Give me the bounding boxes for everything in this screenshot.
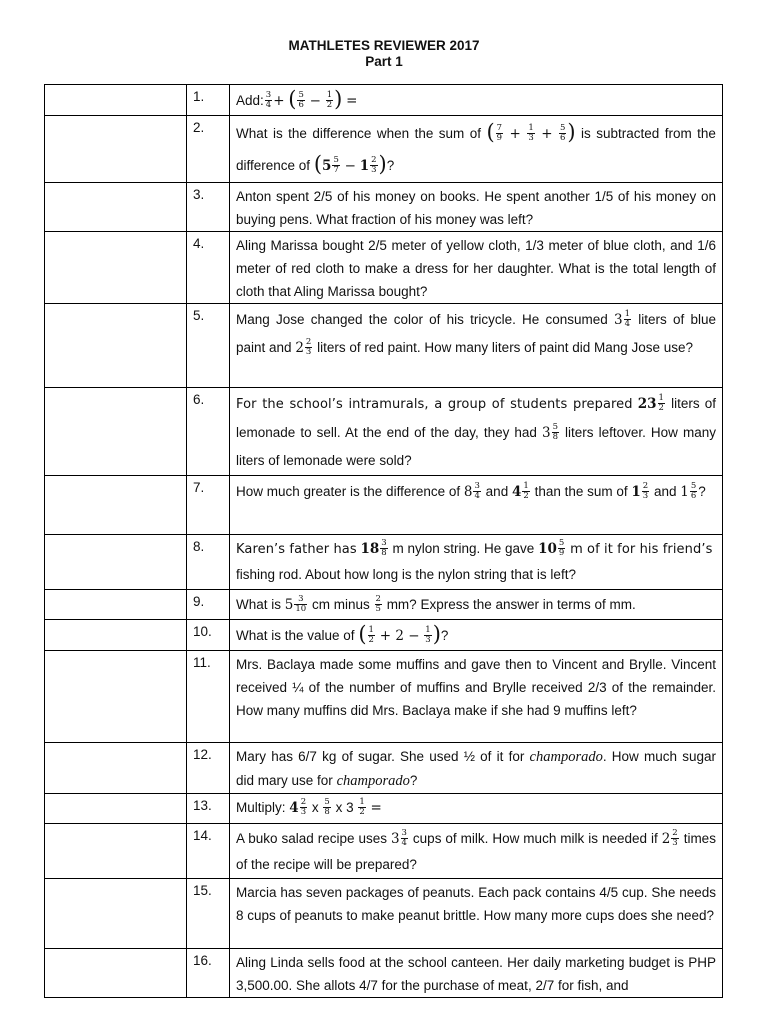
blank-cell [45, 620, 187, 651]
question-text-fragment: 3 [425, 634, 431, 645]
table-row [45, 85, 723, 116]
question-text: Anton spent 2/5 of his money on books. He spent another 1/5 of his money on buying pens. What fraction of his money was left? [236, 189, 716, 227]
question-text-fragment: 1 [368, 624, 374, 635]
question-text-fragment: x [311, 800, 319, 815]
question-cell [230, 590, 723, 620]
question-text: Mrs. Baclaya made some muffins and gave then to Vincent and Brylle. Vincent received ¼ of the number of muffins and Brylle received 2/3 of the remainder. How many muffins did Mrs. Baclaya make if she had 9 muffins left? [236, 657, 716, 718]
question-text-fragment: 3 [300, 806, 307, 817]
question-text-fragment: 7 [333, 164, 339, 175]
fraction [496, 124, 503, 143]
question-text-fragment: ) [432, 621, 441, 646]
fraction [375, 595, 382, 614]
question-text-fragment: 3 [672, 837, 678, 848]
question-text-fragment: 7 [496, 122, 503, 133]
fraction [624, 310, 631, 329]
table-row [45, 949, 723, 998]
question-text-fragment: . How much sugar did mary use for [236, 749, 716, 788]
item-number: 4. [193, 236, 205, 251]
blank-cell [45, 590, 187, 620]
question-text-fragment: times of the recipe will be prepared? [236, 831, 716, 872]
question-text-fragment: 3 [528, 132, 534, 143]
question-text-fragment: champorado [529, 749, 603, 765]
question-text-fragment: 4 [401, 837, 407, 848]
question-text-fragment: mm? Express the answer in terms of mm. [386, 597, 636, 612]
question-text-fragment: 8 [463, 484, 473, 500]
question-text-fragment: m of it for his friend’s [570, 542, 713, 557]
fraction [332, 156, 339, 175]
question-text-fragment: − [344, 158, 356, 174]
question-cell [230, 620, 723, 651]
item-number: 13. [193, 798, 212, 813]
question-text-fragment: x 3 [335, 800, 354, 815]
item-number: 5. [193, 308, 205, 323]
table-row [45, 794, 723, 824]
question-text-fragment: + [541, 126, 553, 142]
question-text-fragment: 9 [496, 132, 503, 143]
question-text: Marcia has seven packages of peanuts. Each pack contains 4/5 cup. She needs 8 cups of peanuts to make peanut brittle. How many more cups does she need? [236, 885, 716, 923]
question-text [230, 620, 722, 650]
blank-cell [45, 651, 187, 743]
question-cell [230, 651, 723, 743]
question-text-fragment: ( [313, 151, 323, 176]
question-cell [230, 535, 723, 590]
question-text-fragment: A buko salad recipe uses [236, 831, 387, 846]
table-row [45, 116, 723, 183]
fraction [358, 798, 365, 817]
blank-cell [45, 535, 187, 590]
blank-cell [45, 949, 187, 998]
question-text-fragment: 2 [672, 827, 678, 838]
question-text: Aling Linda sells food at the school canteen. Her daily marketing budget is PHP 3,500.00. She allots 4/7 for the purchase of meat, 2/7 for fish, and [236, 955, 716, 993]
table-row [45, 304, 723, 388]
page-title: MATHLETES REVIEWER 2017 [288, 38, 480, 53]
question-text-fragment: ? [409, 773, 418, 788]
fraction [326, 91, 333, 110]
question-text-fragment: liters of red paint. How many liters of paint did Mang Jose use? [317, 340, 694, 355]
fraction [558, 539, 565, 558]
question-text-fragment: ( [358, 621, 367, 646]
question-text-fragment: ) [378, 151, 387, 176]
item-number-cell [187, 651, 230, 743]
question-cell [230, 879, 723, 949]
question-text-fragment: 2 [523, 490, 529, 501]
question-text-fragment: 5 [284, 597, 294, 613]
question-text-fragment: 5 [559, 122, 566, 133]
question-text-fragment: 6 [690, 490, 697, 501]
item-number-cell [187, 879, 230, 949]
fraction [658, 394, 665, 413]
question-text-fragment: + 2 − [379, 628, 420, 644]
item-number: 16. [193, 953, 212, 968]
question-text-fragment: 5 [558, 537, 565, 548]
question-text [230, 388, 722, 475]
table-row [45, 590, 723, 620]
question-text-fragment: 1 [680, 484, 689, 500]
item-number-cell [187, 535, 230, 590]
question-text-fragment: 3 [381, 537, 387, 548]
question-text-fragment: 5 [322, 158, 332, 174]
item-number-cell [187, 743, 230, 794]
item-number: 1. [193, 89, 205, 104]
fraction [424, 626, 431, 645]
question-text-fragment: 2 [326, 99, 333, 110]
question-text-fragment: = [346, 93, 358, 109]
question-text-fragment: 4 [624, 318, 631, 329]
fraction [671, 829, 678, 848]
fraction [690, 482, 697, 501]
table-row [45, 183, 723, 232]
question-cell [230, 824, 723, 879]
item-number-cell [187, 116, 230, 183]
question-text-fragment: is subtracted from the difference of [236, 126, 716, 173]
question-text-fragment: 3 [642, 490, 649, 501]
question-text-fragment: ? [440, 628, 449, 643]
question-cell [230, 304, 723, 388]
question-cell [230, 116, 723, 183]
item-number-cell [187, 590, 230, 620]
table-row [45, 879, 723, 949]
question-text [230, 794, 722, 820]
question-text-fragment: ) [334, 86, 343, 111]
fraction [323, 798, 330, 817]
question-text-fragment: 1 [624, 308, 631, 319]
item-number-cell [187, 183, 230, 232]
question-text-fragment: ? [698, 484, 706, 499]
question-text-fragment: than the sum of [534, 484, 628, 499]
question-text-fragment: liters of blue paint and [236, 312, 716, 355]
question-cell [230, 794, 723, 824]
question-cell [230, 388, 723, 476]
question-text-fragment: 1 [658, 392, 664, 403]
question-text-fragment: 8 [381, 547, 387, 558]
question-text [230, 85, 722, 115]
table-row [45, 743, 723, 794]
table-row [45, 651, 723, 743]
question-text-fragment: and [485, 484, 509, 499]
question-text [230, 824, 722, 877]
question-text-fragment: 2 [658, 402, 664, 413]
q1-label: Add: [236, 93, 264, 108]
blank-cell [45, 743, 187, 794]
question-text [230, 743, 722, 793]
fraction [552, 423, 559, 442]
item-number-cell [187, 476, 230, 535]
question-text-fragment: Multiply: [236, 800, 286, 815]
blank-cell [45, 824, 187, 879]
question-text [230, 535, 722, 587]
question-text-fragment: 10 [295, 603, 307, 614]
question-text-fragment: 1 [359, 158, 370, 174]
fraction [294, 595, 307, 614]
question-text-fragment: 4 [474, 490, 480, 501]
fraction [297, 91, 304, 110]
question-text-fragment: champorado [336, 773, 410, 789]
fraction [265, 91, 272, 110]
blank-cell [45, 183, 187, 232]
item-number: 12. [193, 747, 212, 762]
question-text-fragment: 2 [642, 480, 649, 491]
table-row [45, 232, 723, 304]
question-text-fragment: 2 [661, 831, 671, 847]
table-row [45, 620, 723, 651]
question-text-fragment: 3 [390, 831, 400, 847]
item-number: 9. [193, 594, 205, 609]
fraction [305, 338, 312, 357]
item-number: 15. [193, 883, 212, 898]
blank-cell [45, 476, 187, 535]
item-number-cell [187, 388, 230, 476]
question-text-fragment: 6 [298, 99, 304, 110]
question-text-fragment: + [273, 93, 285, 109]
item-number-cell [187, 794, 230, 824]
question-text-fragment: 5 [333, 154, 339, 165]
item-number-cell [187, 824, 230, 879]
question-text-fragment: 2 [371, 154, 377, 165]
question-text-fragment: What is [236, 597, 282, 612]
question-text-fragment: = [370, 800, 382, 816]
item-number: 3. [193, 187, 205, 202]
question-text-fragment: For the school’s intramurals, a group of students prepared [236, 397, 633, 412]
question-text-fragment: 3 [294, 595, 307, 605]
question-text [230, 476, 722, 506]
question-text-fragment: 5 [375, 603, 381, 614]
fraction [527, 124, 534, 143]
question-text-fragment: 3 [614, 312, 623, 328]
item-number: 8. [193, 539, 205, 554]
question-text-fragment: What is the difference when the sum of [236, 126, 482, 141]
question-cell [230, 476, 723, 535]
fraction [401, 829, 408, 848]
question-text-fragment: 8 [552, 431, 558, 442]
question-text-fragment: Mary has 6/7 kg of sugar. She used ½ of it for [236, 749, 525, 764]
question-text-fragment: 3 [265, 89, 272, 100]
fraction [380, 539, 387, 558]
question-text-fragment: ? [386, 158, 395, 173]
question-text [230, 304, 722, 362]
question-text-fragment: 23 [637, 396, 657, 412]
table-row [45, 535, 723, 590]
question-text-fragment: 4 [265, 99, 272, 110]
blank-cell [45, 85, 187, 116]
question-text-fragment: How much greater is the difference of [236, 484, 461, 499]
question-cell [230, 183, 723, 232]
question-text-fragment: fishing rod. About how long is the nylon string that is left? [236, 567, 576, 582]
question-text-fragment: 2 [295, 340, 304, 356]
question-text-fragment: m nylon string. He gave [392, 541, 535, 556]
item-number-cell [187, 85, 230, 116]
item-number: 14. [193, 828, 212, 843]
question-text [230, 590, 722, 618]
question-text-fragment: 1 [631, 484, 641, 500]
blank-cell [45, 388, 187, 476]
question-text-fragment: Karen’s father has [236, 542, 357, 557]
question-cell [230, 743, 723, 794]
question-text-fragment: + [509, 126, 521, 142]
table-row [45, 388, 723, 476]
question-text-fragment: 5 [324, 796, 330, 807]
question-text: Aling Marissa bought 2/5 meter of yellow cloth, 1/3 meter of blue cloth, and 1/6 meter of red cloth to make a dress for her daughter. What is the total length of cloth that Aling Marissa bought? [236, 238, 716, 299]
question-text-fragment: 4 [511, 484, 522, 500]
fraction [300, 798, 307, 817]
item-number-cell [187, 304, 230, 388]
question-text-fragment: 6 [559, 132, 566, 143]
question-text-fragment: liters of lemonade to sell. At the end of the day, they had [236, 396, 716, 440]
blank-cell [45, 232, 187, 304]
question-text-fragment: 1 [528, 122, 534, 133]
question-cell [230, 949, 723, 998]
blank-cell [45, 794, 187, 824]
item-number: 11. [193, 655, 211, 670]
question-text-fragment: cups of milk. How much milk is needed if [412, 831, 658, 846]
item-number: 10. [193, 624, 212, 639]
question-text-fragment: 1 [425, 624, 431, 635]
table-row [45, 476, 723, 535]
question-text-fragment: 9 [558, 547, 565, 558]
item-number: 6. [193, 392, 205, 407]
item-number-cell [187, 620, 230, 651]
question-text-fragment: 3 [401, 827, 407, 838]
question-text-fragment: 3 [474, 480, 480, 491]
questions-table [44, 84, 723, 998]
question-text [230, 116, 722, 182]
question-text-fragment: 8 [324, 806, 330, 817]
item-number-cell [187, 232, 230, 304]
blank-cell [45, 116, 187, 183]
item-number-cell [187, 949, 230, 998]
question-text-fragment: 3 [305, 346, 312, 357]
fraction [559, 124, 566, 143]
question-text-fragment: 5 [690, 480, 697, 491]
question-text-fragment: ) [567, 119, 576, 144]
question-text-fragment: 2 [359, 806, 365, 817]
item-number: 7. [193, 480, 205, 495]
fraction [642, 482, 649, 501]
item-number: 2. [193, 120, 205, 135]
table-row [45, 824, 723, 879]
fraction [368, 626, 375, 645]
question-text-fragment: liters leftover. How many liters of lemonade were sold? [236, 425, 716, 468]
question-text-fragment: 1 [523, 480, 529, 491]
question-text-fragment: ( [288, 86, 297, 111]
fraction [370, 156, 377, 175]
question-text-fragment: 2 [375, 593, 381, 604]
question-text-fragment: 1 [359, 796, 365, 807]
question-text-fragment: 4 [289, 800, 299, 816]
question-text-fragment: 3 [371, 164, 377, 175]
question-cell [230, 232, 723, 304]
question-text-fragment: 2 [300, 796, 307, 807]
fraction [522, 482, 529, 501]
question-text-fragment: 5 [298, 89, 304, 100]
question-text-fragment: What is the value of [236, 628, 355, 643]
question-text-fragment: 1 [326, 89, 333, 100]
question-text-fragment: cm minus [311, 597, 370, 612]
fraction [473, 482, 480, 501]
question-text-fragment: 2 [368, 634, 374, 645]
blank-cell [45, 304, 187, 388]
question-text-fragment: 10 [538, 541, 557, 557]
question-text-fragment: 3 [541, 425, 551, 441]
question-cell [230, 85, 723, 116]
question-text-fragment: 2 [305, 336, 312, 347]
question-text-fragment: Mang Jose changed the color of his tricycle. He consumed [236, 312, 608, 327]
page-subtitle: Part 1 [365, 54, 403, 69]
blank-cell [45, 879, 187, 949]
question-text-fragment: 5 [552, 421, 558, 432]
question-text-fragment: and [653, 484, 677, 499]
question-text-fragment: ( [486, 119, 495, 144]
question-text-fragment: − [309, 93, 321, 109]
question-text-fragment: 18 [360, 541, 380, 557]
